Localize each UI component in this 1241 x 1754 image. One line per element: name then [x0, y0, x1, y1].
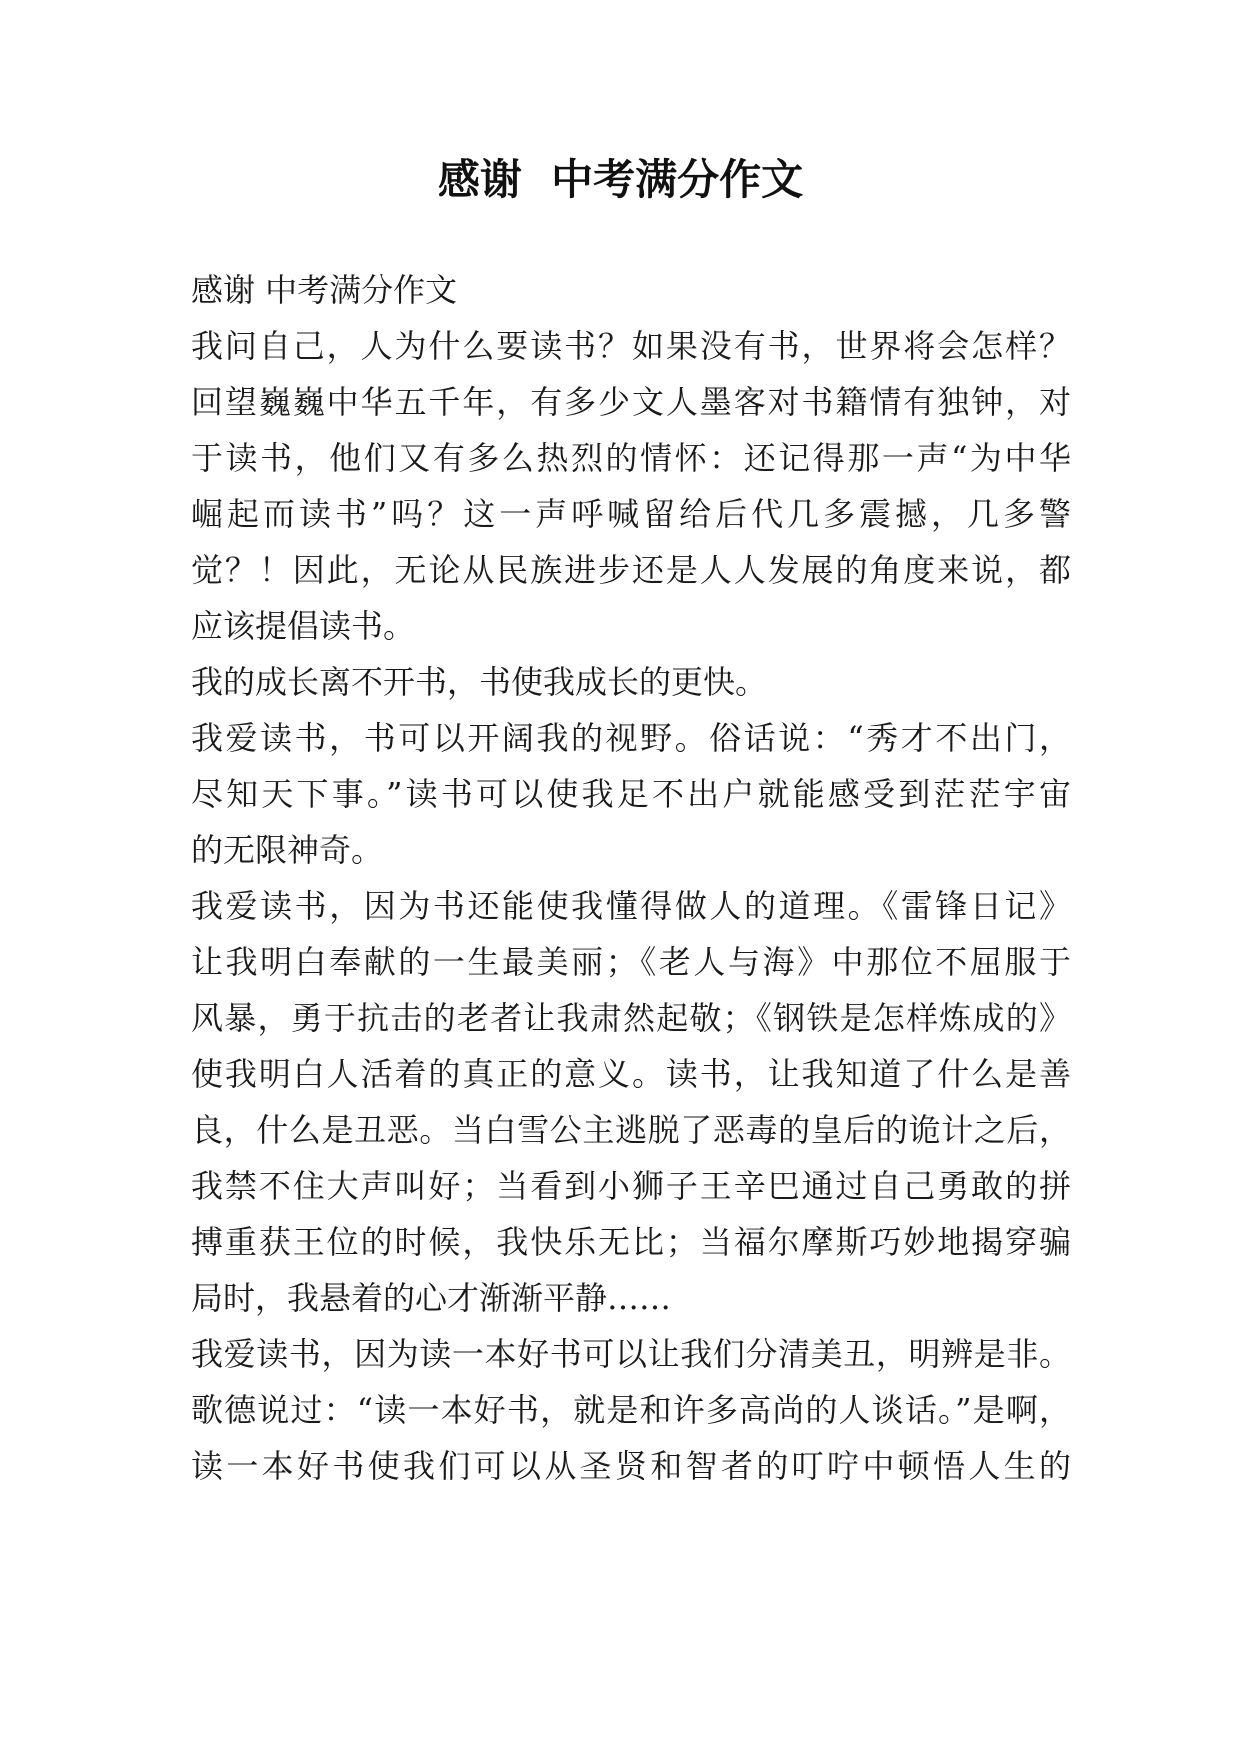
text-line: 良，什么是丑恶。当白雪公主逃脱了恶毒的皇后的诡计之后， [191, 1111, 1071, 1149]
text-line: 使我明白人活着的真正的意义。读书，让我知道了什么是善 [191, 1055, 1071, 1093]
text-line: 我的成长离不开书，书使我成长的更快。 [191, 663, 768, 701]
document-title: 感谢 中考满分作文 [437, 155, 804, 204]
text-line: 感谢 中考满分作文 [191, 271, 458, 309]
text-line: 的无限神奇。 [191, 831, 384, 869]
text-line: 读一本好书使我们可以从圣贤和智者的叮咛中顿悟人生的 [191, 1447, 1071, 1485]
text-line: 尽知天下事。”读书可以使我足不出户就能感受到茫茫宇宙 [191, 775, 1071, 813]
text-line: 回望巍巍中华五千年，有多少文人墨客对书籍情有独钟，对 [191, 383, 1071, 421]
text-line: 应该提倡读书。 [191, 607, 416, 645]
text-line: 搏重获王位的时候，我快乐无比；当福尔摩斯巧妙地揭穿骗 [191, 1223, 1071, 1261]
text-line: 我禁不住大声叫好；当看到小狮子王辛巴通过自己勇敢的拼 [191, 1167, 1071, 1205]
text-line: 觉？！因此，无论从民族进步还是人人发展的角度来说，都 [191, 551, 1071, 589]
text-line: 我问自己，人为什么要读书？如果没有书，世界将会怎样？ [191, 327, 1071, 365]
text-line: 让我明白奉献的一生最美丽；《老人与海》中那位不屈服于 [191, 943, 1071, 981]
text-line: 风暴，勇于抗击的老者让我肃然起敬；《钢铁是怎样炼成的》 [191, 999, 1071, 1037]
text-line: 我爱读书，书可以开阔我的视野。俗话说：“秀才不出门， [191, 719, 1071, 757]
text-line: 于读书，他们又有多么热烈的情怀：还记得那一声“为中华 [191, 439, 1071, 477]
text-line: 我爱读书，因为读一本好书可以让我们分清美丑，明辨是非。 [191, 1335, 1071, 1373]
text-line: 局时，我悬着的心才渐渐平静…… [191, 1279, 672, 1317]
text-line: 歌德说过：“读一本好书，就是和许多高尚的人谈话。”是啊， [191, 1391, 1071, 1429]
text-line: 崛起而读书”吗？这一声呼喊留给后代几多震撼，几多警 [191, 495, 1071, 533]
text-line: 我爱读书，因为书还能使我懂得做人的道理。《雷锋日记》 [191, 887, 1071, 925]
document-body [191, 262, 1071, 1494]
